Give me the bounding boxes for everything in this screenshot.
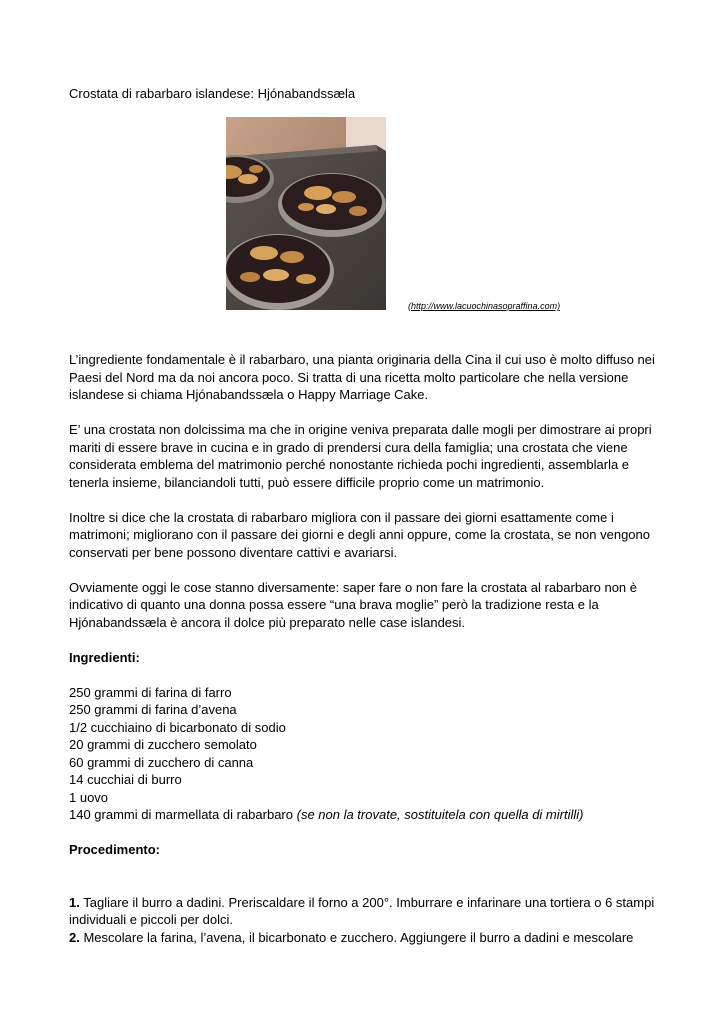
list-item: 1/2 cucchiaino di bicarbonato di sodio [69,719,286,735]
ingredient-text: 140 grammi di marmellata di rabarbaro [69,807,293,822]
ingredients-heading: Ingredienti: [69,649,140,665]
paragraph-today: Ovviamente oggi le cose stanno diversamente: saper fare o non fare la crostata al rabarbaro non è indicativo di quanto una donna possa essere “una brava moglie” però la tradizione resta e la Hjónabandssæla è ancora il dolce più preparato nelle case islandesi. [69,579,637,630]
image-credit-url[interactable]: (http://www.lacuochinasopraffina.com) [408,301,561,311]
list-item: 60 grammi di zucchero di canna [69,754,254,770]
procedure-step [69,929,659,947]
list-item: 20 grammi di zucchero semolato [69,737,257,752]
tart-photo-illustration [226,117,386,310]
step-text: Mescolare la farina, l’avena, il bicarbonato e zucchero. Aggiungere il burro a dadini e mescolare [83,929,634,945]
paragraph-history: E’ una crostata non dolcissima ma che in origine veniva preparata dalle mogli per dimostrare ai propri mariti di essere brave in cucina e in grado di prendersi cura della famiglia; una crostata che viene considerata emblema del matrimonio perché nonostante richieda pochi ingredienti, assemblarla e tenerla insieme, bilanciandoli tutti, può essere difficile proprio come un matrimonio. [69,422,652,490]
list-item: 250 grammi di farina d’avena [69,702,237,717]
list-item: 250 grammi di farina di farro [69,684,232,700]
image-credit-link[interactable] [408,301,560,312]
ingredient-note: (se non la trovate, sostituitela con quella di mirtilli) [296,807,584,822]
procedure-step [69,894,659,929]
step-number: 1. [69,894,80,910]
list-item-with-note [69,806,659,824]
procedure-heading: Procedimento: [69,842,161,857]
article-body [69,351,659,946]
tart-photo [226,117,386,310]
page-title: Crostata di rabarbaro islandese: Hjónabandssæla [69,86,356,101]
step-number: 2. [69,929,80,945]
paragraph-intro: L’ingrediente fondamentale è il rabarbaro, una pianta originaria della Cina il cui uso è molto diffuso nei Paesi del Nord ma da noi ancora poco. Si tratta di una ricetta molto particolare che nella versione islandese si chiama Hjónabandssæla o Happy Marriage Cake. [69,352,655,402]
ingredients-list [69,684,659,824]
spacer [69,876,659,894]
list-item: 14 cucchiai di burro [69,772,182,787]
paragraph-tradition: Inoltre si dice che la crostata di rabarbaro migliora con il passare dei giorni esattamente come i matrimoni; migliorano con il passare dei giorni e degli anni oppure, come la crostata, se non vengono conservati per bene possono diventare cattivi e avariarsi. [69,509,650,560]
step-text: Tagliare il burro a dadini. Preriscaldare il forno a 200°. Imburrare e infarinare una tortiera o 6 stampi individuali e piccoli per dolci. [69,894,655,927]
list-item: 1 uovo [69,789,109,805]
